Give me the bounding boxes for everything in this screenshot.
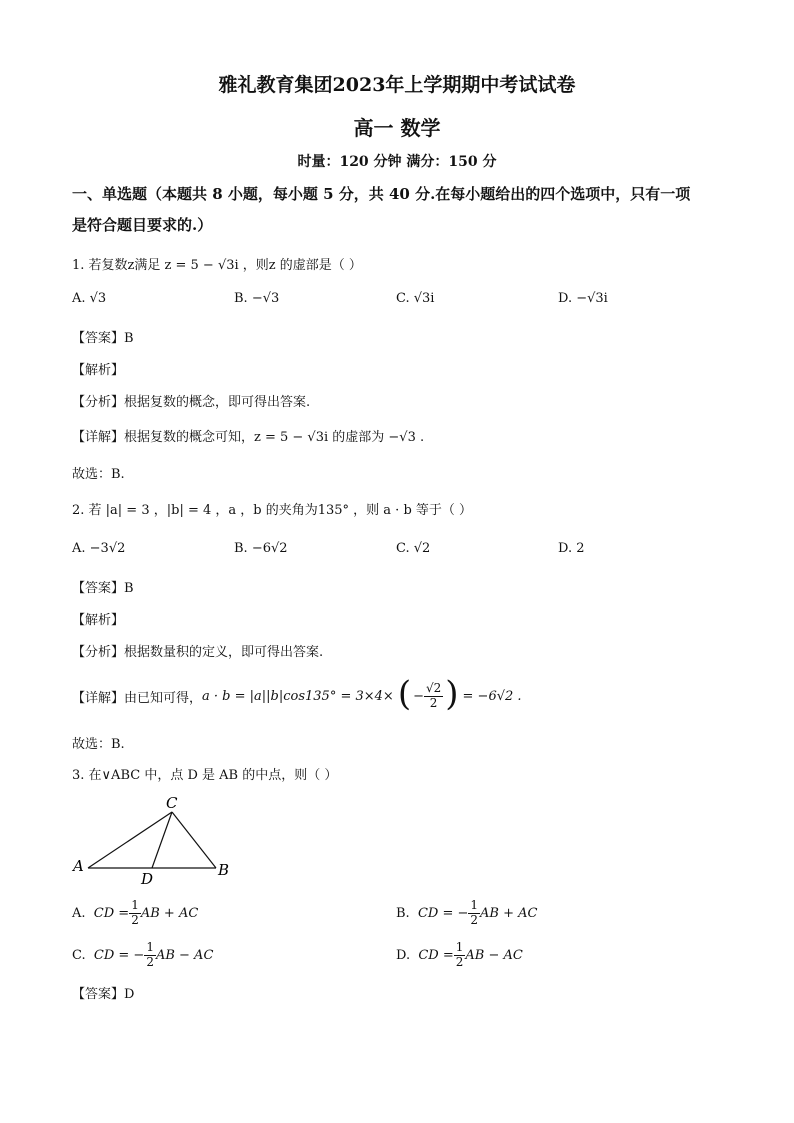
fraction-numerator: √2 bbox=[425, 681, 442, 696]
q3-option-d bbox=[396, 936, 523, 974]
q2-analysis: 【分析】根据数量积的定义，即可得出答案. bbox=[72, 645, 324, 660]
left-paren: ( bbox=[397, 674, 412, 714]
q2-option-a: A. −3√2 bbox=[72, 541, 126, 556]
option-rhs: AB + AC bbox=[140, 905, 199, 921]
q1-detail: 【详解】根据复数的概念可知，z = 5 − √3i 的虚部为 −√3 . bbox=[72, 430, 425, 445]
vertex-label-c: C bbox=[166, 794, 178, 812]
option-lhs: CD = bbox=[93, 905, 130, 921]
option-label: D. bbox=[396, 947, 411, 963]
q2-detail-math: a · b = |a||b|cos135° = 3×4× bbox=[202, 688, 394, 704]
q2-detail bbox=[72, 676, 522, 716]
q2-option-d: D. 2 bbox=[558, 541, 585, 556]
q1-option-b: B. −√3 bbox=[234, 291, 280, 306]
q2-detail-prefix: 【详解】由已知可得， bbox=[72, 690, 203, 706]
fraction-denominator: 2 bbox=[470, 912, 479, 927]
exam-title: 雅礼教育集团2023年上学期期中考试试卷 bbox=[218, 74, 576, 96]
side-cb bbox=[172, 812, 216, 868]
exam-meta: 时量：120 分钟 满分：150 分 bbox=[297, 154, 497, 170]
option-fraction bbox=[144, 941, 156, 968]
fraction-numerator: 1 bbox=[455, 940, 464, 955]
option-rhs: AB − AC bbox=[155, 947, 214, 963]
q2-option-c: C. √2 bbox=[396, 541, 431, 556]
q2-detail-tail: = −6√2 . bbox=[462, 688, 522, 704]
option-label: B. bbox=[396, 905, 410, 921]
option-lhs: CD = − bbox=[417, 905, 469, 921]
option-lhs: CD = bbox=[418, 947, 454, 963]
q1-option-a: A. √3 bbox=[72, 291, 107, 306]
q1-conclusion: 故选：B. bbox=[72, 467, 125, 482]
vertex-label-b: B bbox=[218, 861, 230, 879]
option-label: A. bbox=[72, 905, 86, 921]
vertex-label-a: A bbox=[73, 857, 84, 875]
option-lhs: CD = − bbox=[93, 947, 145, 963]
q1-analysis-tag: 【解析】 bbox=[72, 363, 125, 378]
q3-option-a bbox=[72, 894, 198, 932]
q2-option-b: B. −6√2 bbox=[234, 541, 288, 556]
fraction-numerator: 1 bbox=[470, 898, 479, 913]
fraction-denominator: 2 bbox=[429, 695, 438, 710]
minus-sign: − bbox=[413, 688, 424, 704]
q1-option-d: D. −√3i bbox=[558, 291, 608, 306]
right-paren: ) bbox=[445, 674, 459, 714]
fraction-numerator: 1 bbox=[131, 898, 139, 913]
option-fraction bbox=[129, 899, 141, 926]
option-rhs: AB − AC bbox=[465, 947, 523, 963]
option-fraction bbox=[468, 899, 480, 926]
fraction-numerator: 1 bbox=[146, 940, 154, 955]
q1-analysis: 【分析】根据复数的概念，即可得出答案. bbox=[72, 395, 311, 410]
fraction-denominator: 2 bbox=[146, 954, 154, 969]
vertex-label-d: D bbox=[141, 870, 154, 887]
q1-answer: 【答案】B bbox=[72, 331, 134, 346]
option-label: C. bbox=[72, 947, 86, 963]
fraction-denominator: 2 bbox=[131, 912, 139, 927]
q2-analysis-tag: 【解析】 bbox=[72, 613, 125, 628]
q2-detail-fraction bbox=[424, 682, 443, 709]
option-rhs: AB + AC bbox=[480, 905, 538, 921]
side-ac bbox=[88, 812, 172, 868]
fraction-denominator: 2 bbox=[455, 954, 464, 969]
q2-conclusion: 故选：B. bbox=[72, 737, 125, 752]
q2-stem: 2. 若 |a| = 3 ，|b| = 4 ，a ，b 的夹角为135° ，则 a · b 等于（ ） bbox=[72, 503, 473, 518]
q3-option-c bbox=[72, 936, 213, 974]
triangle-diagram bbox=[68, 793, 238, 887]
q3-stem: 3. 在∨ABC 中，点 D 是 AB 的中点，则（ ） bbox=[72, 768, 338, 783]
section-heading-line2: 是符合题目要求的.） bbox=[72, 216, 213, 234]
q1-stem: 1. 若复数z满足 z = 5 − √3i ，则z 的虚部是（ ） bbox=[72, 258, 362, 273]
q3-option-b bbox=[396, 894, 537, 932]
option-fraction bbox=[454, 941, 466, 968]
exam-subtitle: 高一 数学 bbox=[353, 116, 441, 140]
q2-answer: 【答案】B bbox=[72, 581, 134, 596]
q3-answer: 【答案】D bbox=[72, 987, 135, 1002]
q1-option-c: C. √3i bbox=[396, 291, 435, 306]
median-cd bbox=[152, 812, 172, 868]
section-heading-line1: 一、单选题（本题共 8 小题，每小题 5 分，共 40 分.在每小题给出的四个选项中，只有一项 bbox=[72, 185, 691, 203]
